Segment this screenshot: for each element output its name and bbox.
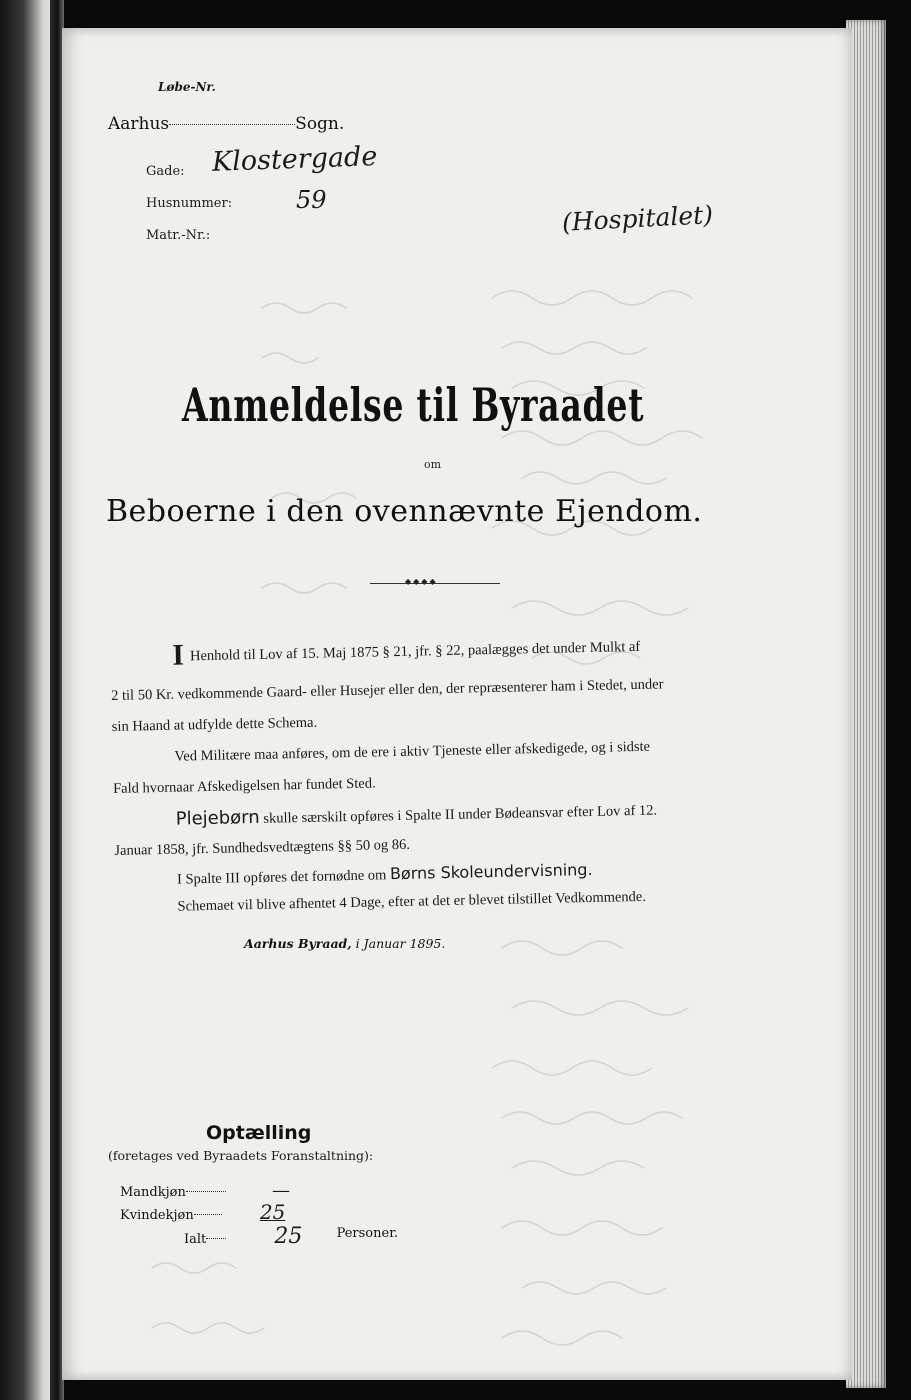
paragraph-line-6: Plejebørn skulle særskilt opføres i Spalte II under Bødeansvar efter Lov af 12.	[175, 802, 658, 830]
page-stack-edge	[846, 20, 886, 1388]
gade-value: Klostergade	[211, 141, 378, 178]
count-note: (foretages ved Byraadets Foranstaltning):	[108, 1148, 374, 1163]
kvindekjon-row	[120, 1200, 285, 1224]
count-title: Optælling	[206, 1122, 312, 1144]
husnummer-value: 59	[296, 186, 327, 214]
drop-cap: I	[171, 638, 185, 672]
sogn-label: Sogn.	[295, 114, 345, 134]
plejeborn-emphasis: Plejebørn	[175, 806, 260, 830]
ialt-value: 25	[274, 1224, 303, 1249]
kvindekjon-value: 25	[259, 1200, 286, 1224]
ornament-diamonds: ◆◆◆◆	[405, 577, 438, 586]
document-title: Anmeldelse til Byraadet	[182, 378, 645, 432]
mandkjon-row	[120, 1180, 290, 1201]
paragraph-line-8: I Spalte III opføres det fornødne om Børns Skoleundervisning.	[176, 859, 593, 888]
ialt-label: Ialt	[184, 1232, 207, 1247]
title-connector: om	[424, 458, 442, 471]
ialt-row	[184, 1224, 398, 1249]
hospitalet-annotation: (Hospitalet)	[561, 200, 714, 237]
skoleundervisning-emphasis: Børns Skoleundervisning.	[389, 859, 593, 884]
issuer-line	[244, 936, 445, 951]
regulation-text-block	[110, 628, 668, 917]
husnummer-label: Husnummer:	[146, 196, 233, 211]
aarhus-label: Aarhus	[108, 114, 170, 134]
paragraph-line-4: Ved Militære maa anføres, om de ere i aktiv Tjeneste eller afskedigede, og i sidste	[174, 738, 651, 765]
gade-label: Gade:	[146, 164, 185, 179]
issuer-place: Aarhus Byraad,	[244, 936, 352, 951]
paragraph-line-3: sin Haand at udfylde dette Schema.	[111, 714, 318, 735]
paragraph-line-7: Januar 1858, jfr. Sundhedsvedtægtens §§ 50 og 86.	[114, 836, 411, 859]
personer-label: Personer.	[336, 1226, 399, 1241]
parish-dotted-line	[169, 124, 295, 125]
paragraph-line-2: 2 til 50 Kr. vedkommende Gaard- eller Husejer eller den, der repræsenterer ham i Stedet, under	[111, 676, 664, 704]
paragraph-line-5: Fald hvornaar Afskedigelsen har fundet Sted.	[112, 775, 376, 797]
paragraph-line-9: Schemaet vil blive afhentet 4 Dage, efter at det er blevet tilstillet Vedkommende.	[177, 888, 647, 915]
issuer-date: i Januar 1895.	[355, 936, 446, 951]
parish-line	[108, 114, 344, 134]
paragraph-line-1: I Henhold til Lov af 15. Maj 1875 § 21, jfr. § 22, paalægges det under Mulkt af	[171, 638, 641, 672]
mandkjon-value: —	[272, 1180, 291, 1201]
matr-nr-label: Matr.-Nr.:	[146, 228, 211, 243]
document-page	[62, 28, 852, 1380]
kvindekjon-label: Kvindekjøn	[120, 1208, 194, 1223]
mandkjon-label: Mandkjøn	[120, 1185, 186, 1200]
document-subtitle: Beboerne i den ovennævnte Ejendom.	[106, 494, 703, 529]
lobe-nr-label: Løbe-Nr.	[158, 80, 216, 94]
